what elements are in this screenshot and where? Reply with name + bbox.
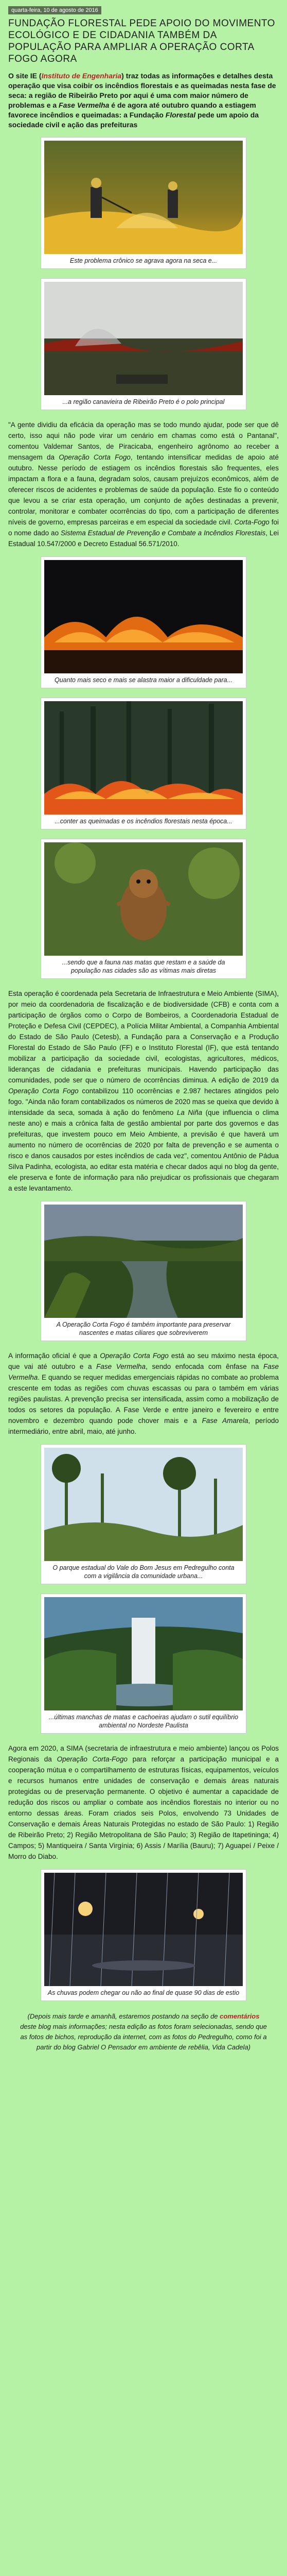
p1-operacao: Operação Corta Fogo bbox=[59, 453, 131, 461]
figure-rain-night bbox=[41, 1869, 246, 2001]
p1-text-a: "A gente dividiu da eficácia da operação mas se todo mundo ajudar, pode ser que dê certo, isso aqui não pode virar um cenário em chamas como está o Pantanal", comentou Valdemar Santos, de Piracicaba, engenheiro agrônomo ao receber a mensagem da bbox=[8, 421, 279, 461]
night-fire-photo[interactable] bbox=[44, 560, 243, 673]
p3-operacao: Operação Corta Fogo bbox=[100, 1352, 169, 1360]
figure-caption: ...últimas manchas de matas e cachoeiras ajudam o sutil equilíbrio ambiental no Nordeste Paulista bbox=[48, 1714, 239, 1729]
comments-link[interactable]: comentários bbox=[220, 2012, 260, 2020]
figure-sugarcane-fire bbox=[41, 278, 246, 410]
lead-text-4: pede um apoio da sociedade civil e ação das prefeituras bbox=[8, 111, 259, 129]
monkey-photo[interactable] bbox=[44, 842, 243, 956]
park-photo[interactable] bbox=[44, 1448, 243, 1561]
p4-operacao: Operação Corta-Fogo bbox=[57, 1755, 128, 1763]
p4-text-a: Agora em 2020, a SIMA (secretaria de infraestrutura e meio ambiente) lançou os Polos Regionais da bbox=[8, 1744, 279, 1763]
figure-caption: Este problema crônico se agrava agora na seca e... bbox=[69, 257, 218, 264]
p3-text-a: A informação oficial é que a bbox=[8, 1352, 100, 1360]
p3-fase-vermelha-1: Fase Vermelha bbox=[96, 1363, 146, 1370]
figure-monkey bbox=[41, 839, 246, 979]
p3-text-i: , período intermediário, entre abril, maio, até junho. bbox=[8, 1417, 279, 1435]
figure-caption: O parque estadual do Vale do Bom Jesus em Pedregulho conta com a vigilância da comunidade urbana... bbox=[52, 1564, 235, 1580]
lead-florestal: Florestal bbox=[165, 111, 196, 119]
footer-text-b: deste blog mais informações; nesta edição as fotos foram selecionadas, sendo que as fotos de bichos, reprodução da internet, com as fotos do Pedregulho, como foi a partir do blog Gabriel O Pensador em ambiente de rebêlia, Vida Cadela) bbox=[20, 2023, 267, 2051]
post-title: FUNDAÇÃO FLORESTAL PEDE APOIO DO MOVIMENTO ECOLÓGICO E DE CIDADANIA TAMBÉM DA POPULAÇÃO PARA AMPLIAR A OPERAÇÃO CORTA FOGO AGORA bbox=[8, 18, 275, 64]
forest-fire-photo[interactable] bbox=[44, 701, 243, 815]
p2-text-e: (que influencia o clima neste ano) e mais a crônica falta de gestão ambiental por parte dos governos e das prefeituras, que investem pouco em Meio Ambiente, a previsão é que haverá um aumento no número de ocorrências de 2020 por falta de prevenção e se aumenta o risco e danos causados por estes incêndios de cada vez", comentou Antônio de Pádua Silva Padinha, ecologista, ao editar esta matéria e checar dados aqui no blog da gente, ele preserva e fonte de informação para não prejudicar os profissionais que chegaram a este levantamento. bbox=[8, 1109, 279, 1192]
paragraph-1 bbox=[8, 419, 279, 549]
figure-waterfall bbox=[41, 1594, 246, 1734]
p2-operacao: Operação Corta Fogo bbox=[8, 1087, 79, 1095]
footer-text-a: (Depois mais tarde e amanhã, estaremos postando na seção de bbox=[27, 2012, 220, 2020]
p4-text-c: para reforçar a participação municipal e a cooperação mútua e o compartilhamento de estruturas físicas, equipamentos, veículos e recursos humanos entre unidades de conservação e demais áreas naturais protegidas ou de preservação permanente. O objetivo é aumentar a capacidade de redução dos riscos ou ampliar o combate aos incêndios florestais no interior ou no entorno dessas áreas. Foram criados seis Polos, envolvendo 73 Unidades de Conservação e demais Áreas Naturais Protegidas no estado de São Paulo: 1) Região de Ribeirão Preto; 2) Região Metropolitana de São Paulo; 3) Região de Itapetininga; 4) Campos; 5) Mantiqueira / Santa Virgínia; 6) Assis / Marília (Bauru); 7) Aguapeí / Peixe / Morro do Diabo. bbox=[8, 1755, 279, 1860]
p3-text-c: está ao seu máximo nesta época, que vai até outubro e a bbox=[8, 1352, 279, 1370]
lead-text-2: ) traz todas as informações e detalhes desta operação que visa coibir os incêndios florestais e as queimadas nesta fase de seca: a região de Ribeirão Preto por aqui é uma com maior número de problemas e a bbox=[8, 72, 276, 109]
figure-forest-fire bbox=[41, 698, 246, 829]
p2-la-nina: La Niña bbox=[176, 1109, 203, 1116]
river-photo[interactable] bbox=[44, 1205, 243, 1318]
lead-text-3: é de agora até outubro quando a estiagem favorece incêndios e queimadas: a Fundação bbox=[8, 101, 256, 119]
figure-caption: ...conter as queimadas e os incêndios florestais nesta época... bbox=[55, 818, 232, 825]
lead-link[interactable]: Instituto de Engenharia bbox=[41, 72, 122, 80]
p1-text-g: , Lei Estadual 10.547/2000 e Decreto Estadual 56.571/2010. bbox=[8, 529, 279, 548]
post-date: quarta-feira, 10 de agosto de 2016 bbox=[8, 6, 101, 14]
footer-note bbox=[19, 2011, 268, 2053]
p3-text-g: . E quando se requer medidas emergenciais rápidas no combate ao problema crescente em todas as regiões com chuvas escassas ou para o também em várias regiões paulistas. A prevenção precisa ser intensificada, assim como a mobilização de todos os setores da população. A Fase Verde e entre janeiro e fevereiro e entre novembro e dezembro quando pode chover mais e a bbox=[8, 1374, 279, 1425]
figure-caption: ...a região canavieira de Ribeirão Preto é o polo principal bbox=[62, 398, 225, 405]
firefighters-photo[interactable] bbox=[44, 141, 243, 254]
figure-caption: As chuvas podem chegar ou não ao final de quase 90 dias de estio bbox=[47, 1989, 240, 1996]
p3-fase-amarela: Fase Amarela bbox=[202, 1417, 248, 1425]
figure-river bbox=[41, 1201, 246, 1341]
p1-sistema: Sistema Estadual de Prevenção e Combate a Incêndios Florestais bbox=[61, 529, 266, 537]
waterfall-photo[interactable] bbox=[44, 1597, 243, 1710]
paragraph-4 bbox=[8, 1743, 279, 1862]
p2-text-a: Esta operação é coordenada pela Secretaria de Infraestrutura e Meio Ambiente (SIMA), por meio da coordenadoria de fiscalização e de biodiversidade (CFB) e conta com a participação de órgãos como o Corpo de Bombeiros, a Coordenadoria Estadual de Proteção e Defesa Civil (CEPDEC), a Polícia Militar Ambiental, a Companhia Ambiental do Estado de São Paulo (Cetesb), a Fundação para a Conservação e a Produção Florestal do Estado de São Paulo (FF) e o Instituto Florestal (IF), que está tentando mobilizar a participação da sociedade civil, ecologistas, agricultores, médicos, lideranças de cidadania e prefeituras municipais. Havendo participação das comunidades, pode ser que o número de ocorrências diminua. A edição de 2019 da bbox=[8, 990, 279, 1084]
p3-text-e: , sendo enfocada com ênfase na bbox=[146, 1363, 263, 1370]
figure-park bbox=[41, 1444, 246, 1584]
paragraph-2 bbox=[8, 988, 279, 1194]
sugarcane-fire-photo[interactable] bbox=[44, 282, 243, 395]
lead-fase-vermelha: Fase Vermelha bbox=[59, 101, 110, 109]
post-lead bbox=[8, 71, 279, 130]
figure-caption: Quanto mais seco e mais se alastra maior a dificuldade para... bbox=[54, 676, 232, 684]
figure-caption: ...sendo que a fauna nas matas que restam e a saúde da população nas cidades são as vítimas mais diretas bbox=[62, 959, 225, 974]
p2-text-c: contabilizou 110 ocorrências e 2.987 hectares atingidos pelo fogo. "Ainda não foram contabilizados os números de 2020 mas se queixa que devido à intensidade da seca, somada à ação do fenômeno bbox=[8, 1087, 279, 1116]
p1-text-c: , tentando intensificar medidas de apoio até outubro. Nesse período de estiagem os incêndios florestais são frequentes, eles impactam a flora e a fauna, degradam solos, causam prejuízos econômicos, além de oferecer riscos de acidentes e problemas de saúde da população. Este fio o conteúdo que levou a se criar esta operação, um conjunto de ações destinadas a prevenir, controlar, monitorar e combater ocorrências do tipo, com a participação de diferentes níveis de governo, empresas parceiras e em especial da sociedade civil. bbox=[8, 453, 279, 526]
p3-fase-vermelha-2: Fase Vermelha bbox=[8, 1363, 279, 1381]
rain-night-photo[interactable] bbox=[44, 1873, 243, 1986]
figure-night-fire bbox=[41, 556, 246, 688]
figure-caption: A Operação Corta Fogo é também importante para preservar nascentes e matas ciliares que sobreviverem bbox=[56, 1321, 231, 1336]
p1-corta-fogo: Corta-Fogo bbox=[234, 518, 270, 526]
paragraph-3 bbox=[8, 1350, 279, 1437]
p1-text-e: foi o nome dado ao bbox=[8, 518, 279, 537]
lead-text-1: O site IE ( bbox=[8, 72, 42, 80]
figure-firefighters bbox=[41, 137, 246, 269]
